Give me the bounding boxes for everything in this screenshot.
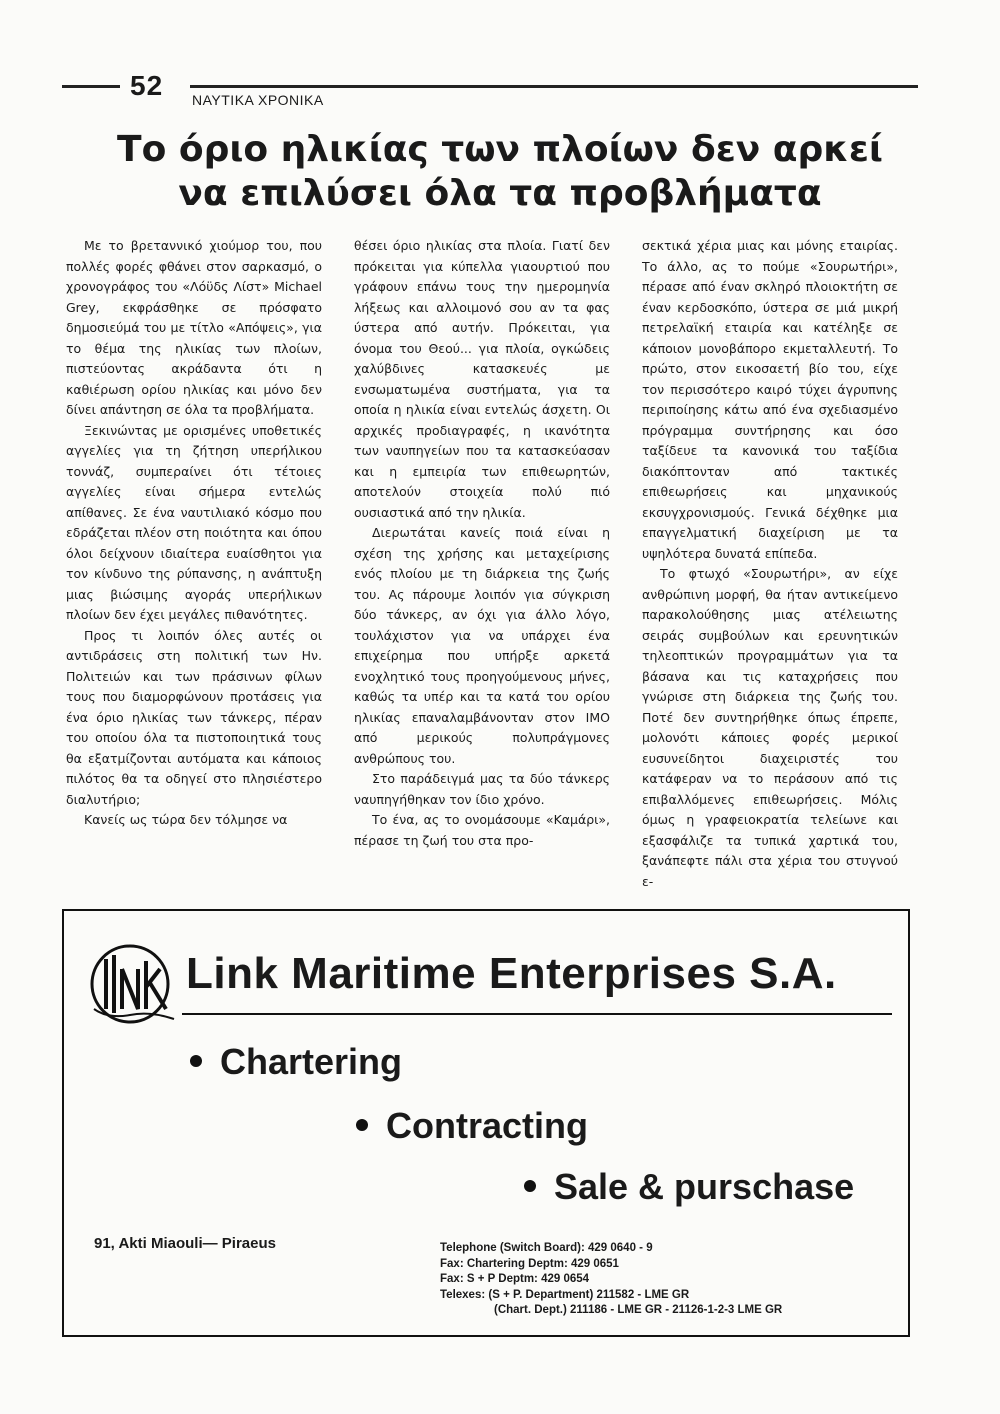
paragraph: Προς τι λοιπόν όλες αυτές οι αντιδράσεις στη πολιτική των Ην. Πολιτειών και των πράσινων φίλων τους που διαμορφώνουν προτάσεις για ένα όριο ηλικίας των τάνκερς, πέραν του οποίου όλα τα πιστοποιητικά τους θα εξατμίζονται αυτόματα και κάποιος πιλότος θα τα οδηγεί στο πλησιέστερο διαλυτήριο; [66, 627, 322, 807]
header-rule-left [62, 85, 120, 88]
paragraph: Με το βρεταννικό χιούμορ του, που πολλές φορές φθάνει στον σαρκασμό, ο χρονογράφος του «Λόϋδς Λίστ» Michael Grey, εκφράσθηκε σε πρόσφατο δημοσιεύμά του με τίτλο «Απόψεις», για το θέμα της ηλικίας των πλοίων, πιστεύοντας ακράδαντα ότι η καθιέρωση ορίου ηλικίας και μόνο δεν δίνει απάντηση σε όλα τα προβλήματα. [66, 238, 322, 417]
contact-line: Telexes: (S + P. Department) 211582 - LME GR [440, 1288, 690, 1301]
headline-line-1: Το όριο ηλικίας των πλοίων δεν αρκεί [117, 129, 883, 170]
article-column-1 [66, 236, 322, 831]
paragraph: Κανείς ως τώρα δεν τόλμησε να [84, 812, 288, 827]
bullet-icon [190, 1055, 202, 1067]
advertisement [62, 909, 910, 1337]
paragraph: σεκτικά χέρια μιας και μόνης εταιρίας. Το άλλο, ας το πούμε «Σουρωτήρι», πέρασε από έναν σκληρό πλοιοκτήτη σε έναν κερδοσκόπο, ύστερα σε μιά μικρή πετρελαϊκή εταιρία και κατέληξε σε κάποιον μονοβάπορο εκμεταλλευτή. Το πρώτο, στον εικοσαετή βίο του, είχε τον περισσότερο καιρό τύχει άγρυπνης περιποίησης κάτω από ένα σχεδιασμένο πρόγραμμα συντήρησης και όσο ταξίδευε τα κανονικά του ταξίδια διακόπτονταν από τακτικές επιθεωρήσεις και μηχανικούς εκσυγχρονισμούς. Γενικά δέχθηκε μια επαγγελματική διαχείριση με τα υψηλότερα δυνατά επίπεδα. [642, 238, 898, 561]
page-number: 52 [130, 70, 164, 101]
title-underline [182, 1013, 892, 1015]
article-body [66, 236, 930, 898]
contact-details [440, 1241, 782, 1319]
bullet-icon [356, 1119, 368, 1131]
contact-line: Fax: Chartering Deptm: 429 0651 [440, 1257, 619, 1270]
paragraph: Το ένα, ας το ονομάσουμε «Καμάρι», πέρασε τη ζωή του στα προ- [354, 812, 610, 848]
article-headline [60, 128, 940, 216]
company-name: Link Maritime Enterprises S.A. [186, 949, 837, 998]
paragraph: Ξεκινώντας με ορισμένες υποθετικές αγγελίες για τη ζήτηση υπερήλικου τοννάζ, συμπεραίνει ότι τέτοιες αγγελίες είναι σήμερα εντελώς απίθανες. Σε ένα ναυτιλιακό κόσμο που εδράζεται πλέον στη ποιότητα και όπου όλοι δείχνουν ιδιαίτερα ευαίσθητοι για τον κίνδυνο της ρύπανσης, η ανάπτυξη μιας βιώσιμης αγοράς υπερήλικων πλοίων δεν έχει μεγάλες πιθανότητες. [66, 422, 322, 622]
contact-line: Telephone (Switch Board): 429 0640 - 9 [440, 1242, 653, 1254]
service-item: Chartering [190, 1041, 402, 1083]
article-column-2 [354, 236, 610, 851]
service-item: Contracting [356, 1105, 588, 1147]
headline-line-2: να επιλύσει όλα τα προβλήματα [178, 173, 822, 214]
bullet-icon [524, 1180, 536, 1192]
paragraph: θέσει όριο ηλικίας στα πλοία. Γιατί δεν πρόκειται για κύπελλα γιαουρτιού που γράφουν επάνω τους την ημερομηνία λήξεως και αλλοιμονό σου αν τα φας ύστερα από αυτήν. Πρόκειται, για όνομα του Θεού... για πλοία, ογκώδεις χαλύβδινες κατασκευές με ενσωματωμένα συστήματα, για τα οποία η ηλικία είναι εντελώς άσχετη. Οι αρχικές προδιαγραφές, η ικανότητα των ναυπηγείων που τα κατασκεύασαν και η εμπειρία των επιθεωρητών, αποτελούν στοιχεία πολύ πιό ουσιαστικά από την ηλικία. [354, 238, 610, 520]
contact-line: Fax: S + P Deptm: 429 0654 [440, 1273, 590, 1285]
company-logo [88, 939, 178, 1029]
paragraph: Το φτωχό «Σουρωτήρι», αν είχε ανθρώπινη μορφή, θα ήταν αντικείμενο παρακολούθησης μιας ατέλειωτης σειράς συμβούλων και ερευνητικών τηλεοπτικών προγραμμάτων για τα βάσανα και τις καταχρήσεις που γνώρισε στη διάρκεια της ζωής του. Ποτέ δεν συντηρήθηκε όπως έπρεπε, μολονότι κάποιες φορές μερικοί ευσυνείδητοι διαχειριστές του κατάφεραν να το περάσουν από τις επιβαλλόμενες επιθεωρήσεις. Μόλις όμως η γραφειοκρατία τελείωνε και εξασφάλιζε τα τυπικά χαρτικά του, ξανάπεφτε πάλι στα χέρια του στυγνού ε- [642, 566, 898, 889]
header-rule-right [190, 85, 918, 88]
contact-line: (Chart. Dept.) 211186 - LME GR - 21126-1-2-3 LME GR [494, 1304, 783, 1316]
publication-name: ΝΑΥΤΙΚΑ ΧΡΟΝΙΚΑ [192, 92, 324, 108]
article-column-3 [642, 236, 898, 892]
company-address: 91, Akti Miaouli— Piraeus [94, 1235, 276, 1252]
paragraph: Διερωτάται κανείς ποιά είναι η σχέση της χρήσης και μεταχείρισης ενός πλοίου με τη διάρκεια της ζωής του. Ας πάρουμε λοιπόν για σύγκριση δύο τάνκερς, αν όχι για άλλο λόγο, τουλάχιστον για να υπάρχει ένα επιχείρημα που υπήρξε αρκετά ενοχλητικό τους προηγούμενους μήνες, καθώς τα υπέρ και τα κατά του ορίου ηλικίας επαναλαμβάνονταν στον ΙΜΟ από μερικούς πολυπράγμονες ανθρώπους του. [354, 525, 610, 766]
service-item: Sale & purschase [524, 1166, 854, 1208]
paragraph: Στο παράδειγμά μας τα δύο τάνκερς ναυπηγήθηκαν τον ίδιο χρόνο. [354, 771, 610, 807]
